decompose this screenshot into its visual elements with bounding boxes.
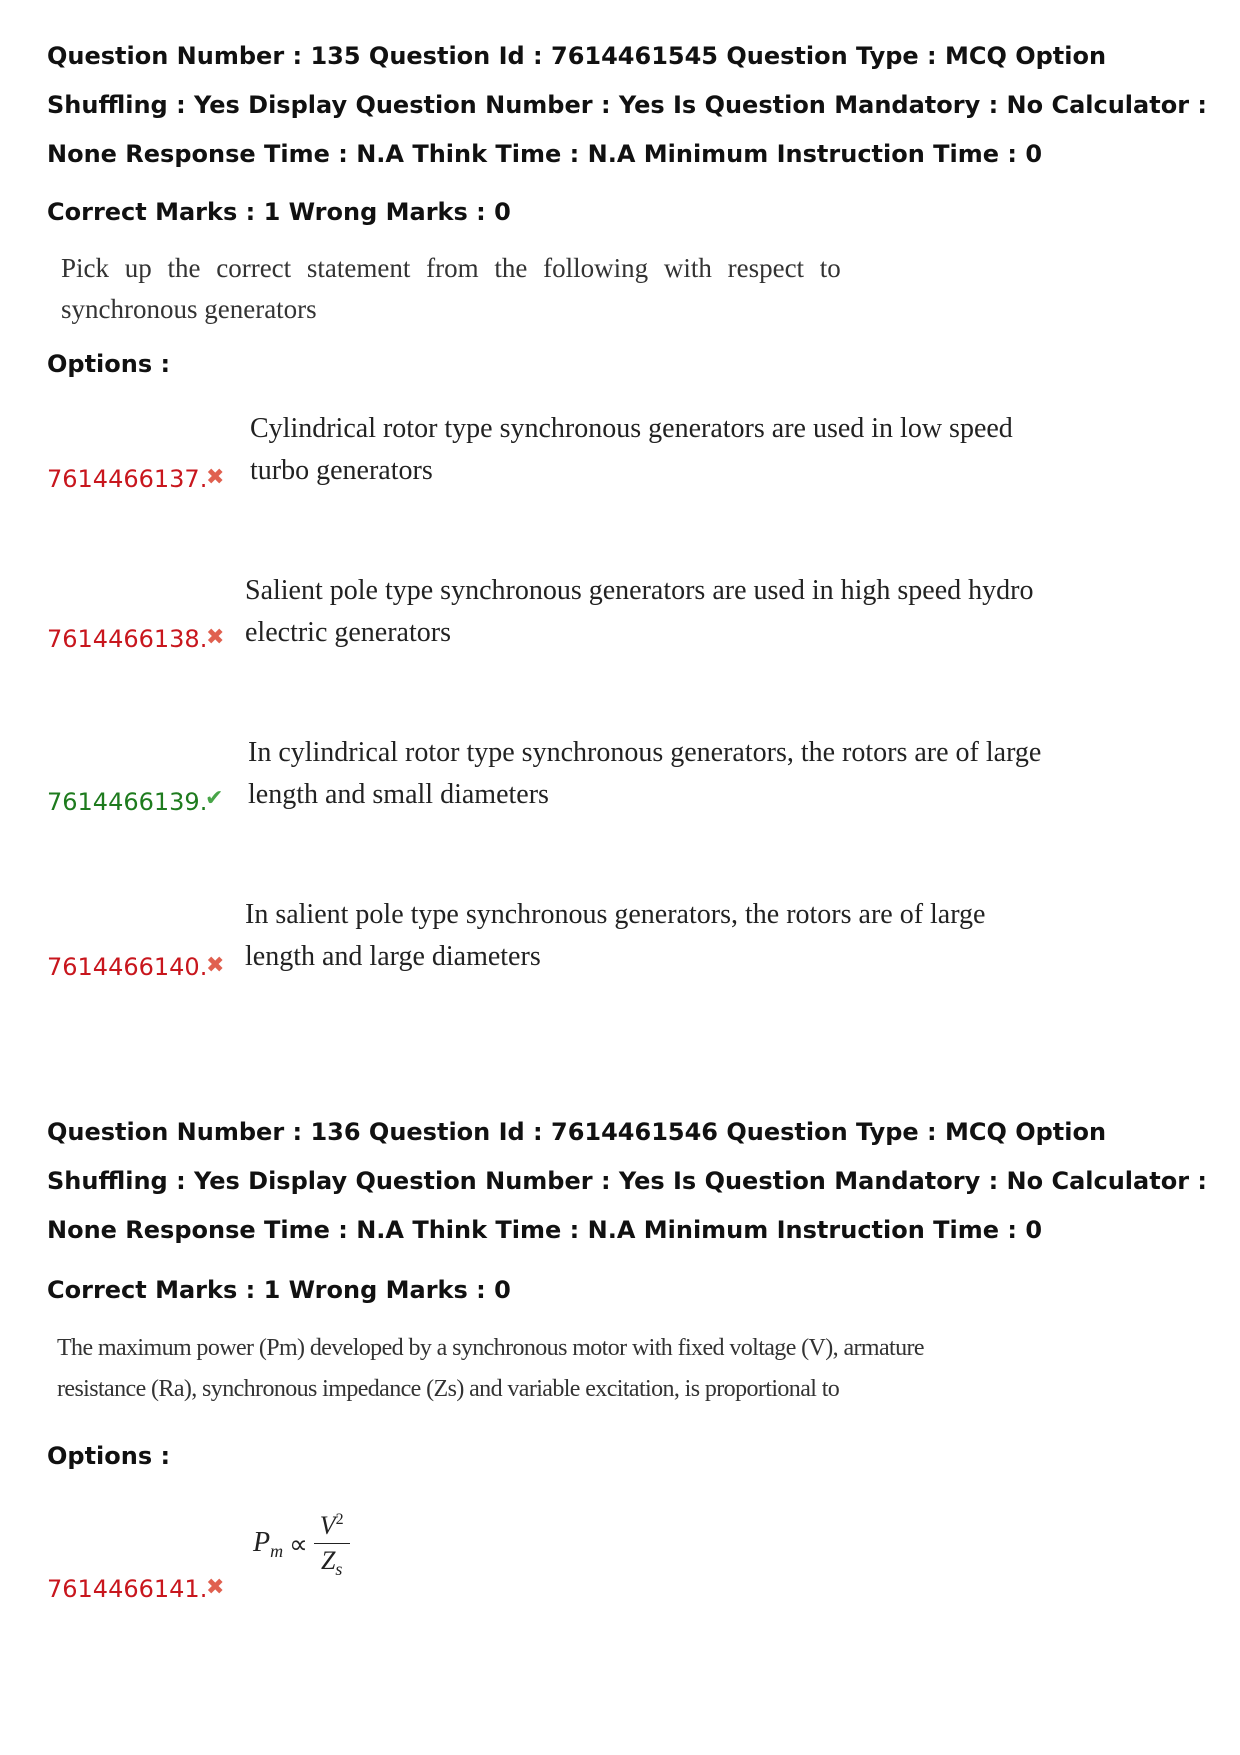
formula-denominator: $Z_s$ bbox=[320, 1546, 343, 1579]
cross-icon: ✖ bbox=[206, 953, 225, 978]
option-text-line-2: length and small diameters bbox=[248, 779, 549, 810]
formula-fraction bbox=[314, 1506, 350, 1583]
question-135-line-1: Pick up the correct statement from the following with respect to bbox=[61, 253, 841, 283]
cross-icon: ✖ bbox=[206, 465, 225, 490]
option-text-line-1: Salient pole type synchronous generators are used in high speed hydro bbox=[245, 575, 1034, 606]
formula-lhs: $P_m$ bbox=[253, 1527, 284, 1561]
option-text bbox=[248, 732, 1041, 816]
question-136-line-2: resistance (Ra), synchronous impedance (Zs) and variable excitation, is proportional to bbox=[57, 1376, 840, 1402]
fraction-bar bbox=[314, 1543, 350, 1544]
option-text bbox=[245, 894, 985, 978]
option-text-line-1: In salient pole type synchronous generators, the rotors are of large bbox=[245, 899, 986, 930]
cross-icon: ✖ bbox=[206, 1575, 225, 1600]
option-text-line-2: electric generators bbox=[245, 617, 451, 648]
option-formula bbox=[253, 1506, 350, 1583]
question-135-marks: Correct Marks : 1 Wrong Marks : 0 bbox=[47, 198, 511, 226]
formula-numerator: $V^2$ bbox=[319, 1511, 344, 1540]
question-136-text bbox=[57, 1328, 924, 1410]
proportional-symbol: ∝ bbox=[289, 1529, 308, 1559]
option-id: 7614466141. bbox=[47, 1575, 208, 1603]
question-136-meta: Question Number : 136 Question Id : 7614461546 Question Type : MCQ Option Shuffling : Yes Display Question Number : Yes Is Question Mandatory : No Calculator : None Response Time : N.A Think Time : N.A Minimum Instruction Time : 0 bbox=[47, 1118, 1207, 1244]
check-icon: ✔ bbox=[205, 786, 224, 811]
option-text-line-2: turbo generators bbox=[250, 455, 433, 486]
option-text-line-2: length and large diameters bbox=[245, 941, 541, 972]
cross-icon: ✖ bbox=[206, 625, 225, 650]
question-135-text bbox=[61, 248, 841, 330]
question-136-options-label: Options : bbox=[47, 1442, 171, 1470]
question-136-marks: Correct Marks : 1 Wrong Marks : 0 bbox=[47, 1276, 511, 1304]
option-id: 7614466138. bbox=[47, 625, 208, 653]
question-135-line-2: synchronous generators bbox=[61, 294, 317, 324]
option-text-line-1: Cylindrical rotor type synchronous generators are used in low speed bbox=[250, 413, 1013, 444]
option-text-line-1: In cylindrical rotor type synchronous generators, the rotors are of large bbox=[248, 737, 1042, 768]
option-text bbox=[250, 408, 1013, 492]
option-id: 7614466137. bbox=[47, 465, 208, 493]
option-id: 7614466139. bbox=[47, 788, 208, 816]
question-136-line-1: The maximum power (Pm) developed by a synchronous motor with fixed voltage (V), armature bbox=[57, 1335, 924, 1361]
option-id: 7614466140. bbox=[47, 953, 208, 981]
option-text bbox=[245, 570, 1033, 654]
question-135-meta: Question Number : 135 Question Id : 7614461545 Question Type : MCQ Option Shuffling : Yes Display Question Number : Yes Is Question Mandatory : No Calculator : None Response Time : N.A Think Time : N.A Minimum Instruction Time : 0 bbox=[47, 42, 1207, 168]
question-135-options-label: Options : bbox=[47, 350, 171, 378]
